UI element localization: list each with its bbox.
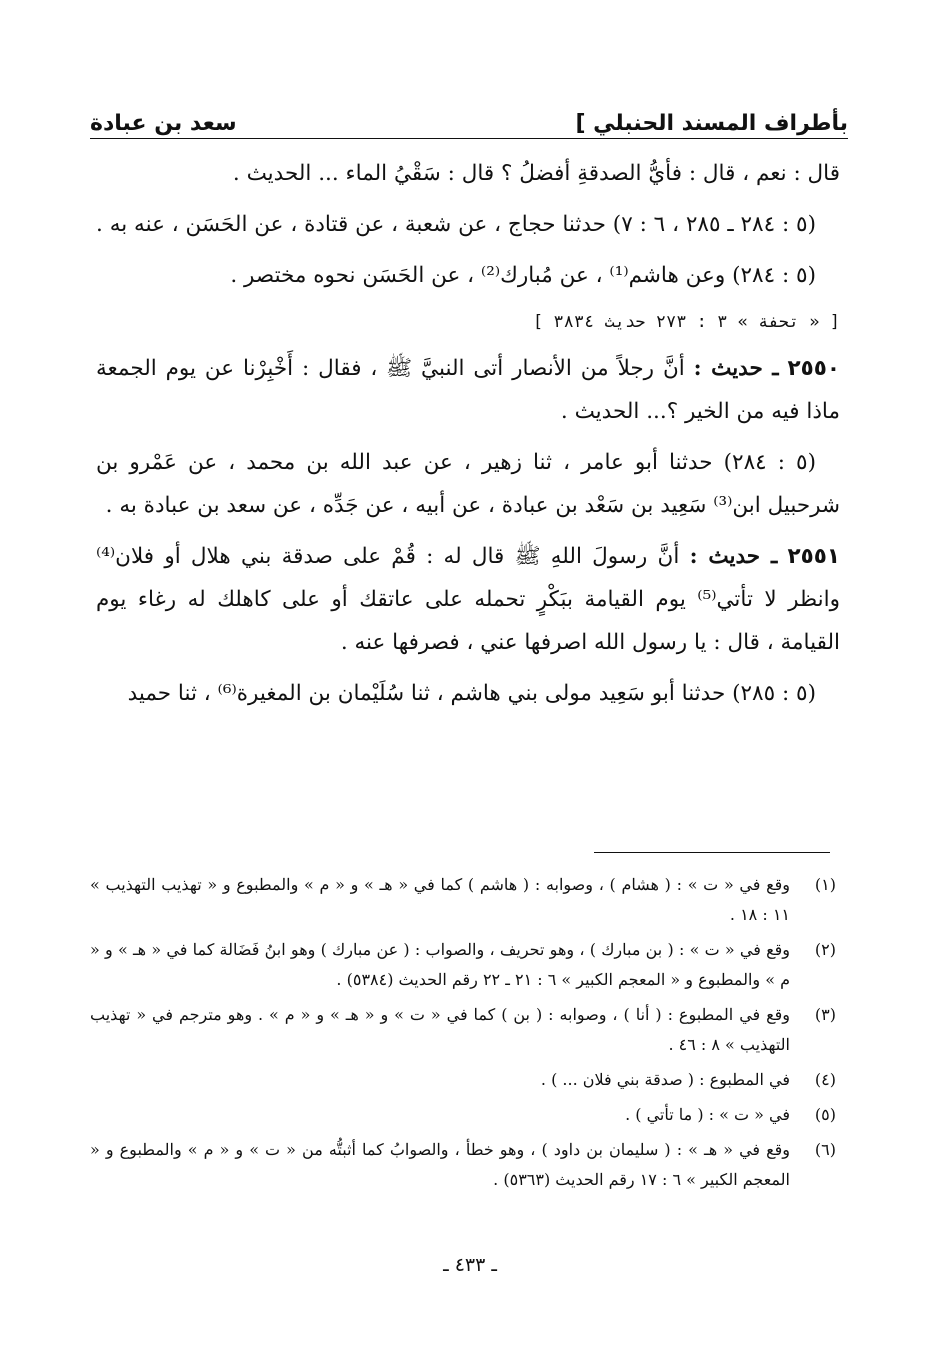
footnote-text: وقع في « هـ » : ( سليمان بن داود ) ، وهو خطأ ، والصوابُ كما أثبتُّه من « ت » و « م » والمطبوع و « المعجم الكبير » ٦ : ١٧ رقم الحديث (٥٣٦٣) .	[90, 1140, 790, 1189]
header-section-title: سعد بن عبادة	[90, 111, 237, 136]
hadith-number: ٢٥٥٠	[787, 356, 840, 381]
page-number: ـ ٤٣٣ ـ	[443, 1254, 497, 1276]
footnote-text: في المطبوع : ( صدقة بني فلان ... ) .	[540, 1070, 790, 1089]
paragraph-isnad-2: (٥ : ٢٨٤) وعن هاشم⁽¹⁾ ، عن مُبارك⁽²⁾ ، عن الحَسَن نحوه مختصر .	[230, 263, 816, 288]
running-header	[90, 96, 848, 136]
paragraph-continuation: قال : نعم ، قال : فأيُّ الصدقةِ أفضلُ ؟ قال : سَقْيُ الماء ... الحديث .	[232, 161, 840, 186]
footnote-number: (١)	[814, 875, 836, 894]
paragraph-isnad-4: (٥ : ٢٨٥) حدثنا أبو سَعِيد مولى بني هاشم ، ثنا سُلَيْمان بن المغيرة⁽⁶⁾ ، ثنا حميد	[127, 681, 816, 706]
footnote-text: في « ت » : ( ما تأتي ) .	[625, 1105, 790, 1124]
paragraph-isnad-1: (٥ : ٢٨٤ ـ ٢٨٥ ، ٦ : ٧) حدثنا حجاج ، عن شعبة ، عن قتادة ، عن الحَسَن ، عنه به .	[96, 212, 816, 237]
paragraph-isnad-3: (٥ : ٢٨٤) حدثنا أبو عامر ، ثنا زهير ، عن عبد الله بن محمد ، عن عَمْرو بن شرحبيل ابن⁽³⁾ سَعِيد بن سَعْد بن عبادة ، عن أبيه ، عن جَدِّه ، عن سعد بن عبادة به .	[96, 450, 840, 518]
header-rule	[90, 138, 848, 139]
footnote-item	[90, 870, 836, 930]
hadith-2550	[96, 347, 840, 433]
footnote-rule	[594, 852, 830, 853]
footnote-number: (٢)	[814, 940, 836, 959]
footnote-item	[90, 1000, 836, 1060]
footnote-text: وقع في « ت » : ( بن مبارك ) ، وهو تحريف ، والصواب : ( عن مبارك ) وهو ابنُ فَضَالة كما في « هـ » و « م » والمطبوع و « المعجم الكبير » ٦ : ٢١ ـ ٢٢ رقم الحديث (٥٣٨٤) .	[90, 940, 790, 989]
footnote-number: (٥)	[814, 1105, 836, 1124]
hadith-number: ٢٥٥١	[787, 544, 840, 569]
footnotes	[90, 870, 836, 1200]
hadith-label: ـ حديث :	[693, 356, 779, 381]
footnote-item	[90, 1100, 836, 1130]
hadith-text: أنَّ رجلاً من الأنصار أتى النبيَّ ﷺ ، فقال : أَخْبِرْنا عن يوم الجمعة ماذا فيه من الخير ؟... الحديث .	[96, 356, 840, 424]
footnote-item	[90, 1065, 836, 1095]
footnote-number: (٦)	[814, 1140, 836, 1159]
tuhfa-reference: [ « تحفة » ٣ : ٢٧٣ حديث ٣٨٣٤ ]	[532, 312, 840, 332]
footnote-item	[90, 1135, 836, 1195]
hadith-text: أنَّ رسولَ اللهِ ﷺ قال له : قُمْ على صدقة بني هلال أو فلان⁽⁴⁾ وانظر لا تأتي⁽⁵⁾ يوم القيامة ببَكْرٍ تحمله على عاتقك أو على كاهلك له رغاء يوم القيامة ، قال : يا رسول الله اصرفها عني ، فصرفها عنه .	[96, 544, 840, 655]
footnote-text: وقع في المطبوع : ( أنا ) ، وصوابه : ( بن ) كما في « ت » و « هـ » و « م » . وهو مترجم في « تهذيب التهذيب » ٨ : ٤٦ .	[90, 1005, 790, 1054]
footnote-number: (٣)	[814, 1005, 836, 1024]
header-book-title: بأطراف المسند الحنبلي ]	[575, 111, 848, 136]
main-text	[96, 152, 840, 723]
footnote-number: (٤)	[814, 1070, 836, 1089]
footnote-item	[90, 935, 836, 995]
hadith-label: ـ حديث :	[689, 544, 778, 569]
footnote-text: وقع في « ت » : ( هشام ) ، وصوابه : ( هاشم ) كما في « هـ » و « م » والمطبوع و « تهذيب التهذيب » ١١ : ١٨ .	[90, 875, 790, 924]
hadith-2551	[96, 535, 840, 664]
